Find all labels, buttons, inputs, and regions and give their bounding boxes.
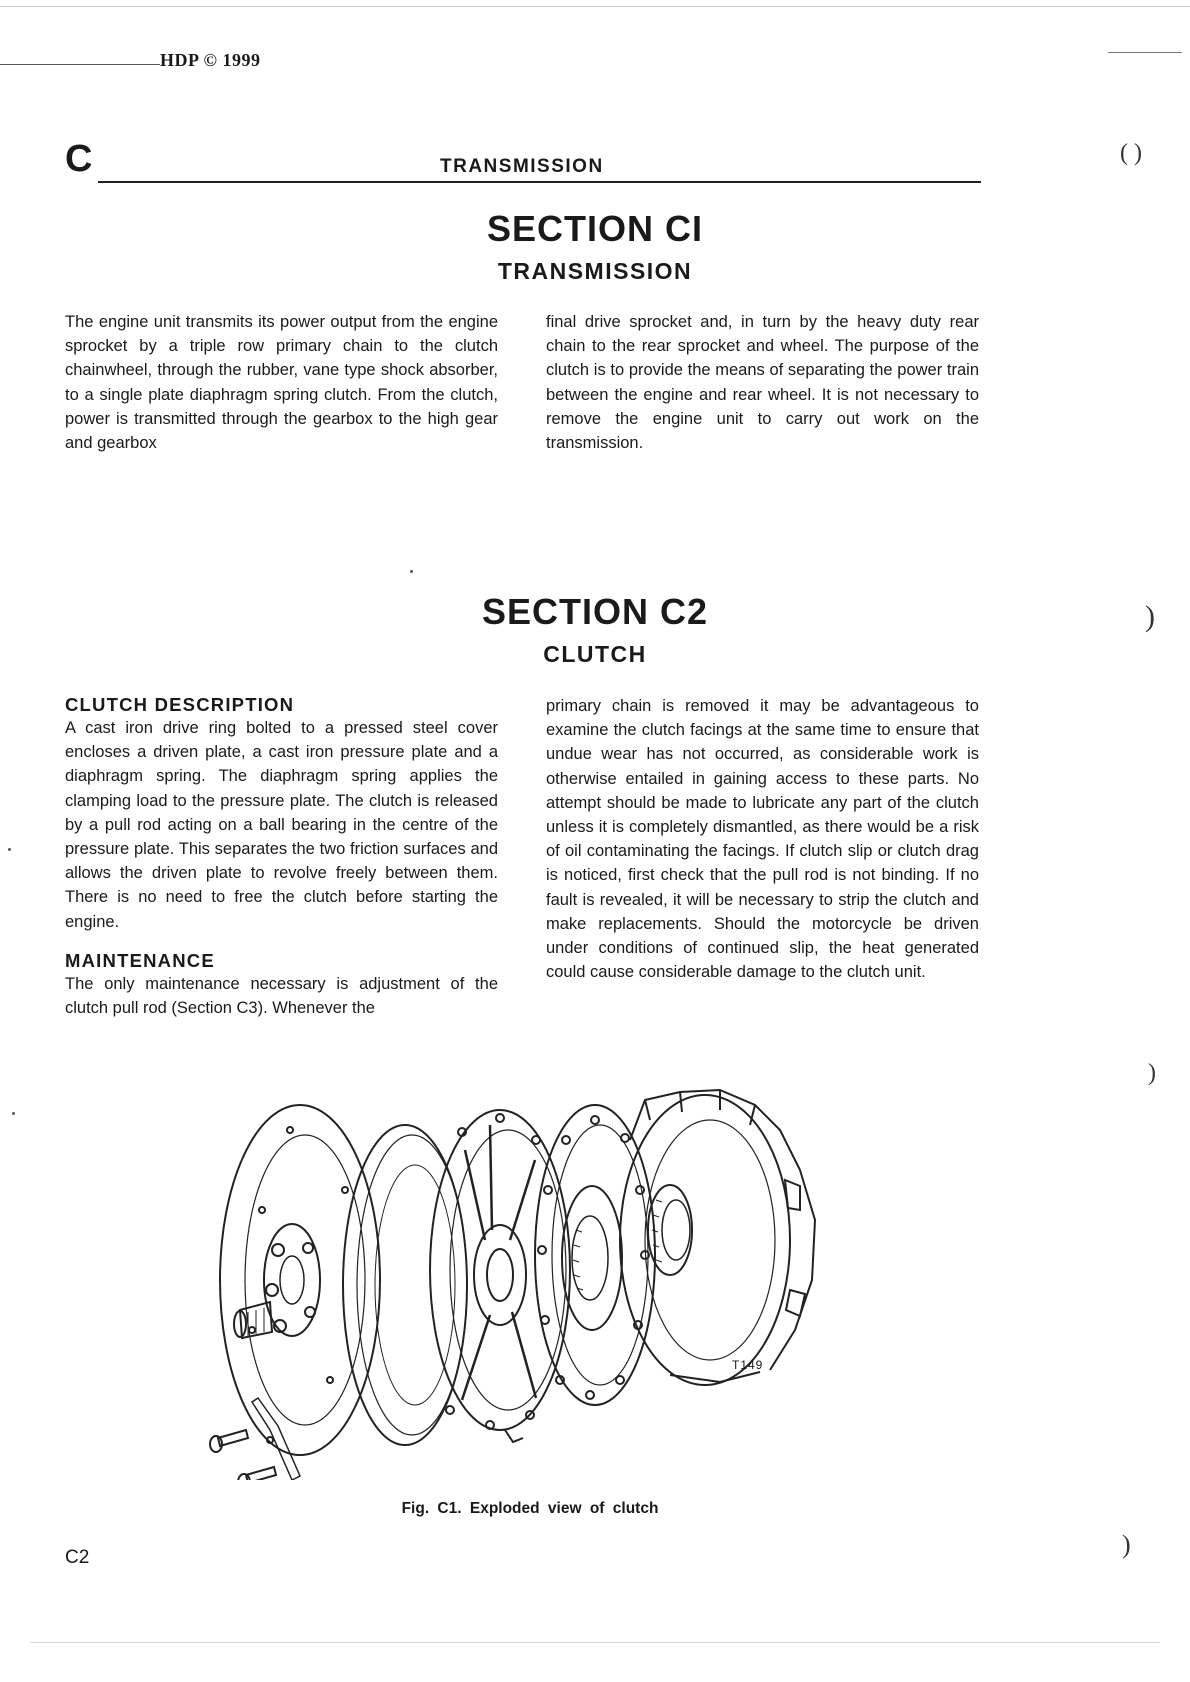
section-c1-column-right: final drive sprocket and, in turn by the heavy duty rear chain to the rear sprocket and wheel. The purpose of the clutch is to provide the means of separating the power train between the engine and rear wheel. It is not necessary to remove the engine unit to carry out work on the transmission. [546,313,979,453]
margin-scan-mark: ) [1148,1060,1156,1086]
scan-speck [410,570,413,573]
clutch-exploded-view-figure [200,1080,820,1480]
scan-edge-line [0,6,1190,7]
section-c2-title: SECTION C2 [481,591,709,632]
scan-dash-line [0,64,160,65]
copyright-notice: HDP © 1999 [160,50,261,70]
margin-scan-mark: ) [1145,600,1155,633]
section-c2-column-left [65,694,498,1020]
driven-plate-drawing [343,1125,467,1445]
pressed-steel-cover-drawing [620,1090,815,1385]
scan-bottom-line [30,1642,1160,1643]
scan-dash-line-right [1108,52,1182,53]
section-c2-subtitle: CLUTCH [543,641,647,667]
figure-caption: Fig. C1. Exploded view of clutch [401,1500,659,1517]
clutch-description-heading: CLUTCH DESCRIPTION [65,694,295,715]
section-letter: C [65,138,93,180]
figure-tag: T149 [732,1358,764,1372]
clutch-disc-drawing [535,1105,655,1405]
scan-speck [8,848,11,851]
section-c1-title: SECTION CI [486,208,703,249]
drive-ring-drawing [210,1105,380,1480]
maintenance-heading: MAINTENANCE [65,949,215,971]
page-number: C2 [65,1547,90,1568]
header-rule [98,181,981,183]
section-c1-column-left: The engine unit transmits its power output from the engine sprocket by a triple row primary chain to the clutch chainwheel, through the rubber, vane type shock absorber, to a single plate diaphragm spring clutch. From the clutch, power is transmitted through the gearbox to the high gear and gearbox [65,313,498,453]
margin-scan-mark: ) [1122,1530,1131,1559]
section-c2-column-right: primary chain is removed it may be advantageous to examine the clutch facings at the same time to ensure that undue wear has not occurred, as considerable work is otherwise entailed in gaining access to these parts. No attempt should be made to lubricate any part of the clutch unless it is completely dismantled, as there would be a risk of oil contaminating the facings. If clutch slip or clutch drag is noticed, first check that the pull rod is not binding. If no fault is revealed, it will be necessary to strip the clutch and make replacements. Should the motorcycle be driven under conditions of continued slip, the heat generated could cause considerable damage to the clutch unit. [546,697,979,982]
margin-scan-mark: ( ) [1120,140,1142,166]
section-c1-subtitle: TRANSMISSION [497,258,693,284]
running-header-title: TRANSMISSION [440,156,604,177]
clutch-description-text: A cast iron drive ring bolted to a pressed steel cover encloses a driven plate, a cast iron pressure plate and a diaphragm spring. The diaphragm spring applies the clamping load to the pressure plate. The clutch is released by a pull rod acting on a ball bearing in the centre of the pressure plate. This separates the two friction surfaces and allows the driven plate to revolve freely between them. There is no need to free the clutch before starting the engine. [65,719,498,931]
maintenance-text: The only maintenance necessary is adjustment of the clutch pull rod (Section C3). Whenever the [65,974,498,1018]
scan-speck [12,1112,15,1115]
